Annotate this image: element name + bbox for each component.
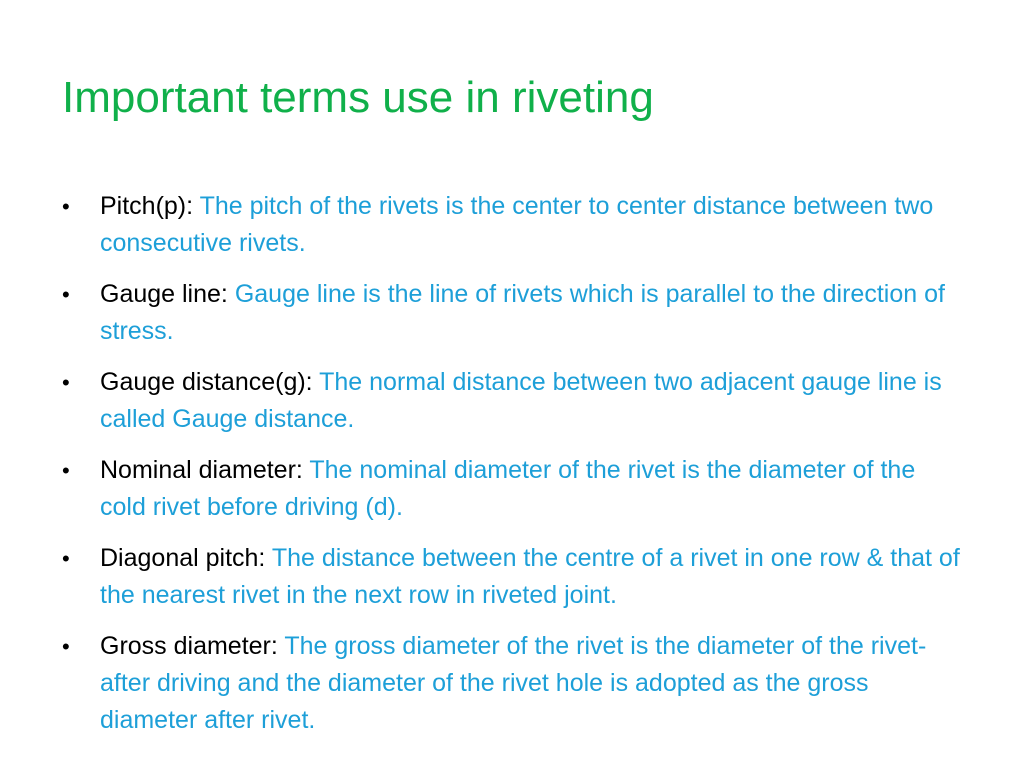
list-item-pitch [62,188,962,262]
term-description: The gross diameter of the rivet is the diameter of the rivet-after driving and the diameter of the rivet hole is adopted as the gross diameter after rivet. [100,632,927,734]
bullet-icon: • [62,370,70,395]
term-label: Gauge line: [100,280,235,308]
bullet-icon: • [62,634,70,659]
term-description: The pitch of the rivets is the center to center distance between two consecutive rivets. [100,192,934,257]
term-label: Pitch(p): [100,192,200,220]
term-label: Gross diameter: [100,632,285,660]
list-item-gauge-line [62,276,962,350]
terms-list [62,188,962,753]
term-description: The distance between the centre of a rivet in one row & that of the nearest rivet in the next row in riveted joint. [100,544,960,609]
term-label: Diagonal pitch: [100,544,272,572]
list-item-diagonal-pitch [62,540,962,614]
list-item-gauge-distance [62,364,962,438]
term-description: The normal distance between two adjacent gauge line is called Gauge distance. [100,368,942,433]
bullet-icon: • [62,546,70,571]
slide-title: Important terms use in riveting [62,73,654,122]
term-description: The nominal diameter of the rivet is the diameter of the cold rivet before driving (d). [100,456,916,521]
list-item-gross-diameter [62,628,962,739]
bullet-icon: • [62,194,70,219]
term-label: Gauge distance(g): [100,368,320,396]
term-label: Nominal diameter: [100,456,310,484]
bullet-icon: • [62,458,70,483]
bullet-icon: • [62,282,70,307]
list-item-nominal-diameter [62,452,962,526]
term-description: Gauge line is the line of rivets which is parallel to the direction of stress. [100,280,945,345]
